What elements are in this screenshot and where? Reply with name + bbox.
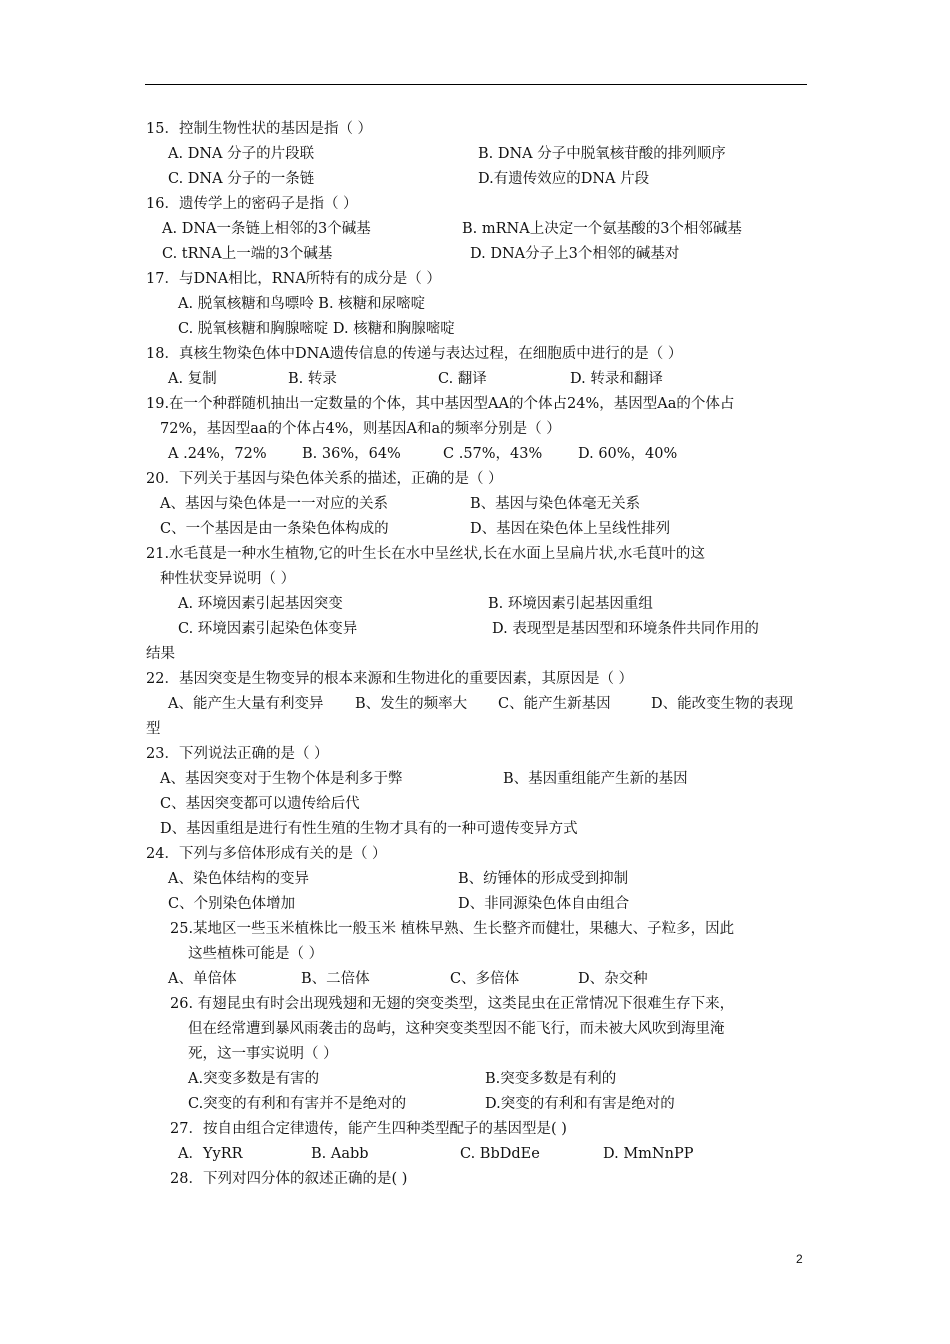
text-line: A. 脱氧核糖和鸟嘌呤 B. 核糖和尿嘧啶 bbox=[178, 296, 426, 312]
text-line: A. 复制 bbox=[168, 371, 217, 387]
text-line: B、发生的频率大 bbox=[355, 696, 468, 712]
text-line: 16．遗传学上的密码子是指（ ） bbox=[146, 196, 358, 212]
text-line: C、一个基因是由一条染色体构成的 bbox=[160, 521, 389, 537]
text-line: 21.水毛茛是一种水生植物,它的叶生长在水中呈丝状,长在水面上呈扁片状,水毛茛叶的这 bbox=[146, 546, 705, 562]
text-line: D. 60%，40% bbox=[578, 446, 678, 462]
text-line: A. 环境因素引起基因突变 bbox=[178, 596, 343, 612]
text-line: B. mRNA上决定一个氨基酸的3个相邻碱基 bbox=[462, 221, 742, 237]
text-line: D、能改变生物的表现 bbox=[651, 696, 794, 712]
text-line: 种性状变异说明（ ） bbox=[160, 571, 296, 587]
text-line: C. tRNA上一端的3个碱基 bbox=[162, 246, 333, 262]
text-line: B、二倍体 bbox=[301, 971, 370, 987]
text-line: B、基因与染色体毫无关系 bbox=[470, 496, 641, 512]
text-line: 19.在一个种群随机抽出一定数量的个体，其中基因型AA的个体占24%，基因型Aa的个体占 bbox=[146, 396, 735, 412]
text-line: A .24%，72% bbox=[168, 446, 267, 462]
text-line: 结果 bbox=[146, 646, 175, 662]
text-line: B.突变多数是有利的 bbox=[485, 1071, 617, 1087]
text-line: D.突变的有利和有害是绝对的 bbox=[485, 1096, 675, 1112]
text-line: A、单倍体 bbox=[168, 971, 237, 987]
text-line: 28．下列对四分体的叙述正确的是( ) bbox=[170, 1171, 408, 1187]
text-line: D. 转录和翻译 bbox=[570, 371, 663, 387]
text-line: C. 脱氧核糖和胸腺嘧啶 D. 核糖和胸腺嘧啶 bbox=[178, 321, 455, 337]
text-line: 死，这一事实说明（ ） bbox=[188, 1046, 338, 1062]
text-line: C.突变的有利和有害并不是绝对的 bbox=[188, 1096, 407, 1112]
text-line: 23．下列说法正确的是（ ） bbox=[146, 746, 329, 762]
text-line: 24．下列与多倍体形成有关的是（ ） bbox=[146, 846, 387, 862]
text-line: 这些植株可能是（ ） bbox=[188, 946, 324, 962]
text-line: A、基因突变对于生物个体是利多于弊 bbox=[160, 771, 403, 787]
text-line: 18．真核生物染色体中DNA遗传信息的传递与表达过程，在细胞质中进行的是（ ） bbox=[146, 346, 683, 362]
text-line: B. DNA 分子中脱氧核苷酸的排列顺序 bbox=[478, 146, 726, 162]
text-line: D、基因在染色体上呈线性排列 bbox=[470, 521, 671, 537]
text-line: B、纺锤体的形成受到抑制 bbox=[458, 871, 629, 887]
text-line: 型 bbox=[146, 721, 161, 737]
text-line: D. 表现型是基因型和环境条件共同作用的 bbox=[492, 621, 759, 637]
text-line: C、能产生新基因 bbox=[498, 696, 611, 712]
text-line: 20．下列关于基因与染色体关系的描述，正确的是（ ） bbox=[146, 471, 503, 487]
text-line: B. Aabb bbox=[311, 1146, 369, 1162]
text-line: C .57%，43% bbox=[443, 446, 543, 462]
text-line: D. DNA分子上3个相邻的碱基对 bbox=[470, 246, 680, 262]
text-line: 22．基因突变是生物变异的根本来源和生物进化的重要因素，其原因是（ ） bbox=[146, 671, 634, 687]
text-line: A.突变多数是有害的 bbox=[188, 1071, 320, 1087]
text-line: B. 36%，64% bbox=[302, 446, 401, 462]
text-line: 26. 有翅昆虫有时会出现残翅和无翅的突变类型，这类昆虫在正常情况下很难生存下来， bbox=[170, 996, 735, 1012]
text-line: 15．控制生物性状的基因是指（ ） bbox=[146, 121, 373, 137]
text-line: D、非同源染色体自由组合 bbox=[458, 896, 630, 912]
text-line: C、多倍体 bbox=[450, 971, 520, 987]
text-line: A、基因与染色体是一一对应的关系 bbox=[160, 496, 388, 512]
text-line: B. 环境因素引起基因重组 bbox=[488, 596, 653, 612]
text-line: D、杂交种 bbox=[578, 971, 648, 987]
text-line: 27．按自由组合定律遗传，能产生四种类型配子的基因型是( ) bbox=[170, 1121, 567, 1137]
page-number: 2 bbox=[796, 1252, 803, 1266]
text-line: C. DNA 分子的一条链 bbox=[168, 171, 315, 187]
header-rule bbox=[145, 84, 807, 85]
text-line: C、个别染色体增加 bbox=[168, 896, 296, 912]
text-line: A．YyRR bbox=[178, 1146, 243, 1162]
text-line: D. MmNnPP bbox=[603, 1146, 694, 1162]
text-line: A、能产生大量有利变异 bbox=[168, 696, 324, 712]
text-line: B. 转录 bbox=[288, 371, 337, 387]
text-line: C. 翻译 bbox=[438, 371, 487, 387]
text-line: 17．与DNA相比，RNA所特有的成分是（ ） bbox=[146, 271, 441, 287]
text-line: A. DNA一条链上相邻的3个碱基 bbox=[162, 221, 371, 237]
text-line: 但在经常遭到暴风雨袭击的岛屿，这种突变类型因不能飞行，而未被大风吹到海里淹 bbox=[188, 1021, 725, 1037]
text-line: A. DNA 分子的片段联 bbox=[168, 146, 315, 162]
text-line: D、基因重组是进行有性生殖的生物才具有的一种可遗传变异方式 bbox=[160, 821, 578, 837]
text-line: C. BbDdEe bbox=[460, 1146, 540, 1162]
text-line: B、基因重组能产生新的基因 bbox=[503, 771, 688, 787]
text-line: D.有遗传效应的DNA 片段 bbox=[478, 171, 650, 187]
text-line: C、基因突变都可以遗传给后代 bbox=[160, 796, 360, 812]
text-line: 25.某地区一些玉米植株比一般玉米 植株早熟、生长整齐而健壮，果穗大、子粒多，因此 bbox=[170, 921, 735, 937]
text-line: 72%，基因型aa的个体占4%，则基因A和a的频率分别是（ ） bbox=[160, 421, 561, 437]
text-line: C. 环境因素引起染色体变异 bbox=[178, 621, 358, 637]
text-line: A、染色体结构的变异 bbox=[168, 871, 309, 887]
